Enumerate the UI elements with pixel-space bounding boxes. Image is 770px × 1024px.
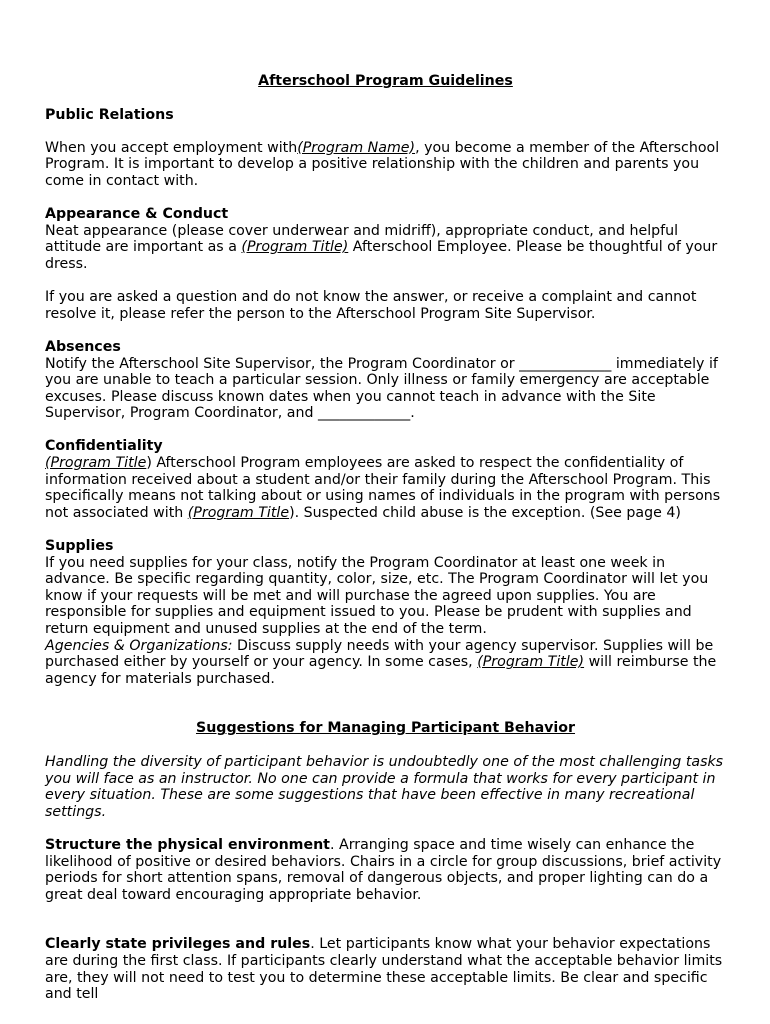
text-segment: When you accept employment with (45, 139, 298, 156)
appearance-paragraph-2: If you are asked a question and do not know the answer, or receive a complaint and cannot resolve it, please refer the person to the Afterschool Program Site Supervisor. (45, 289, 697, 322)
agencies-paragraph (45, 638, 726, 688)
text-segment: ) Afterschool Program employees are asked to respect the confidentiality of information received about a student and/or their family during the Afterschool Program. This specifically means not talking about or using names of individuals in the program with persons not associated with (45, 455, 721, 521)
confidentiality-heading: Confidentiality (45, 438, 163, 455)
public-relations-heading: Public Relations (45, 106, 174, 123)
appearance-paragraph (45, 223, 726, 273)
program-name-placeholder: (Program Name) (297, 139, 416, 156)
privileges-rules-label: Clearly state privileges and rules (45, 936, 311, 953)
text-segment: Discuss supply needs with your agency supervisor. Supplies will be purchased either by yourself or your agency. In some cases, (45, 637, 714, 671)
structure-environment-label: Structure the physical environment (45, 836, 330, 853)
document-title: Afterschool Program Guidelines (258, 73, 513, 89)
text-segment: . Arranging space and time wisely can enhance the likelihood of positive or desired behaviors. Chairs in a circle for group discussions, brief activity periods for short attention spans, removal of dangerous objects, and proper lighting can do a great deal toward encouraging appropriate behavior. (45, 836, 722, 903)
text-segment: Afterschool Employee. Please be thoughtful of your dress. (45, 239, 718, 272)
structure-environment-paragraph (45, 837, 726, 903)
program-title-placeholder: (Program Title (187, 504, 290, 521)
text-segment: Neat appearance (please cover underwear and midriff), appropriate conduct, and helpful attitude are important as a (45, 222, 679, 256)
supplies-heading: Supplies (45, 538, 114, 555)
program-title-placeholder: (Program Title (45, 455, 147, 472)
public-relations-paragraph (45, 140, 726, 190)
confidentiality-paragraph (45, 455, 726, 521)
suggestions-heading: Suggestions for Managing Participant Behavior (195, 720, 576, 737)
appearance-heading: Appearance & Conduct (45, 206, 229, 223)
privileges-rules-paragraph (45, 936, 726, 1002)
absences-heading: Absences (45, 338, 121, 355)
suggestions-intro: Handling the diversity of participant behavior is undoubtedly one of the most challenging tasks you will face as an instructor. No one can provide a formula that works for every participant in every situation. These are some suggestions that have been effective in many recreational settings. (45, 753, 724, 820)
supplies-paragraph: If you need supplies for your class, notify the Program Coordinator at least one week in advance. Be specific regarding quantity, color, size, etc. The Program Coordinator will let you know if your requests will be met and will purchase the agreed upon supplies. You are responsible for supplies and equipment issued to you. Please be prudent with supplies and return equipment and unused supplies at the end of the term. (45, 554, 709, 637)
text-segment: , you become a member of the Afterschool Program. It is important to develop a positive relationship with the children and parents you come in contact with. (45, 139, 720, 189)
text-segment: . Let participants know what your behavior expectations are during the first class. If participants clearly understand what the acceptable behavior limits are, they will not need to test you to determine these acceptable limits. Be clear and specific and tell (45, 936, 723, 1003)
program-title-placeholder: (Program Title) (477, 654, 585, 671)
program-title-placeholder: (Program Title) (241, 239, 349, 256)
text-segment: ). Suspected child abuse is the exception. (See page 4) (289, 504, 681, 521)
agencies-label: Agencies & Organizations: (45, 637, 233, 654)
text-segment: will reimburse the agency for materials purchased. (45, 654, 717, 687)
absences-paragraph: Notify the Afterschool Site Supervisor, the Program Coordinator or _____________ immediately if you are unable to teach a particular session. Only illness or family emergency are acceptable excuses. Please discuss known dates when you cannot teach in advance with the Site Supervisor, Program Coordinator, and _____________. (45, 355, 718, 422)
